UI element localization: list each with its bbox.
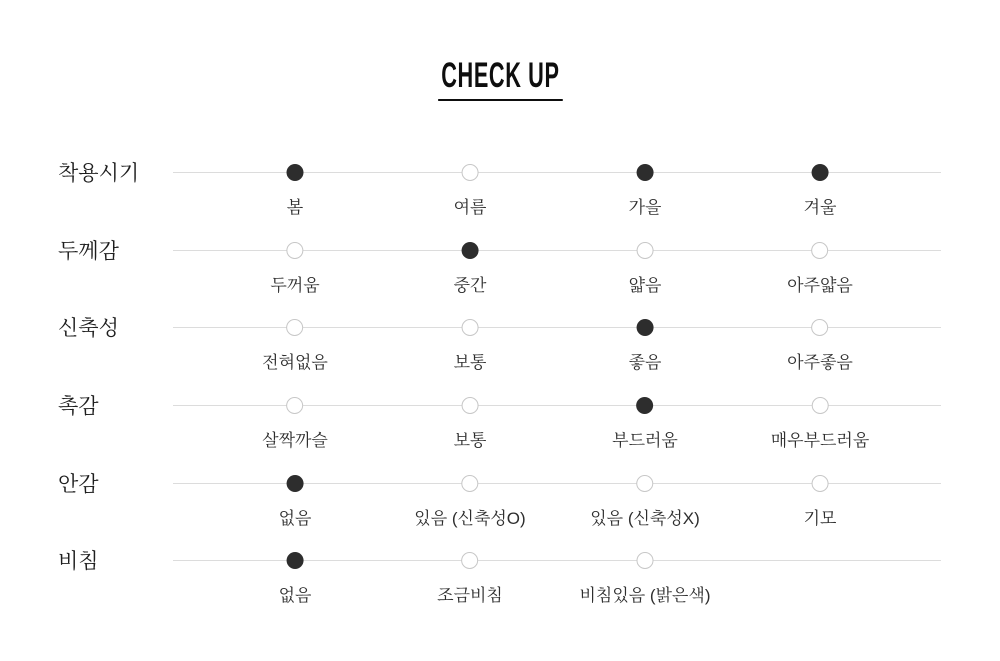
- scale-option: [279, 560, 312, 606]
- option-label: 조금비침: [437, 585, 503, 605]
- option-dot: [287, 242, 304, 259]
- scale-option: [629, 327, 662, 373]
- option-label: 중간: [453, 275, 487, 295]
- scale-option: [279, 483, 312, 529]
- option-dot: [287, 164, 304, 181]
- attribute-label: 착용시기: [58, 162, 140, 185]
- scale-option: [454, 172, 487, 218]
- title-area: [0, 58, 1000, 101]
- scale-option: [771, 405, 870, 451]
- option-dot: [286, 475, 303, 492]
- attribute-label: 비침: [58, 550, 99, 573]
- option-dot: [461, 164, 478, 181]
- option-dot: [286, 397, 303, 414]
- scale-option: [262, 327, 328, 373]
- option-dot: [637, 475, 654, 492]
- option-label: 있음 (신축성X): [590, 508, 700, 528]
- option-dot: [811, 475, 828, 492]
- option-label: 좋음: [628, 352, 662, 372]
- option-label: 가을: [628, 197, 662, 217]
- scale-option: [629, 250, 662, 296]
- scale-option: [580, 560, 711, 606]
- option-label: 겨울: [803, 197, 837, 217]
- scale-option: [804, 483, 837, 529]
- option-label: 보통: [453, 352, 487, 372]
- option-dot: [461, 319, 478, 336]
- scale-option: [804, 172, 837, 218]
- option-dot: [811, 242, 828, 259]
- scale-option: [454, 250, 487, 296]
- scale-option: [287, 172, 304, 218]
- option-dot: [461, 242, 478, 259]
- option-dot: [461, 475, 478, 492]
- attribute-label: 촉감: [58, 395, 99, 418]
- option-label: 매우부드러움: [770, 430, 870, 450]
- scale-option: [454, 327, 487, 373]
- option-label: 아주얇음: [787, 275, 853, 295]
- option-dot: [636, 397, 653, 414]
- option-label: 비침있음 (밝은색): [579, 585, 711, 605]
- scale-option: [787, 250, 853, 296]
- page-title: CHECK UP: [438, 58, 562, 101]
- attribute-label: 안감: [58, 473, 99, 496]
- option-dot: [636, 319, 653, 336]
- option-label: 없음: [278, 585, 312, 605]
- option-label: 부드러움: [612, 430, 678, 450]
- option-label: 없음: [278, 508, 312, 528]
- option-dot: [637, 552, 654, 569]
- option-dot: [461, 397, 478, 414]
- attribute-label: 두께감: [58, 240, 119, 263]
- option-label: 아주좋음: [787, 352, 853, 372]
- scale-option: [612, 405, 678, 451]
- option-dot: [811, 397, 828, 414]
- option-dot: [811, 319, 828, 336]
- option-label: 얇음: [628, 275, 662, 295]
- option-dot: [286, 319, 303, 336]
- option-dot: [636, 164, 653, 181]
- option-label: 보통: [453, 430, 487, 450]
- option-dot: [286, 552, 303, 569]
- scale-option: [262, 405, 328, 451]
- scale-option: [454, 405, 487, 451]
- scale-option: [787, 327, 853, 373]
- scale-option: [629, 172, 662, 218]
- option-label: 있음 (신축성O): [414, 508, 526, 528]
- option-dot: [636, 242, 653, 259]
- scale-option: [270, 250, 319, 296]
- scale-option: [414, 483, 525, 529]
- option-label: 기모: [803, 508, 837, 528]
- option-dot: [811, 164, 828, 181]
- scale-option: [590, 483, 700, 529]
- option-label: 살짝까슬: [262, 430, 328, 450]
- option-label: 두꺼움: [270, 275, 320, 295]
- scale-option: [437, 560, 503, 606]
- option-label: 전혀없음: [262, 352, 328, 372]
- attribute-label: 신축성: [58, 317, 119, 340]
- option-dot: [461, 552, 478, 569]
- option-label: 봄: [286, 197, 304, 217]
- option-label: 여름: [453, 197, 487, 217]
